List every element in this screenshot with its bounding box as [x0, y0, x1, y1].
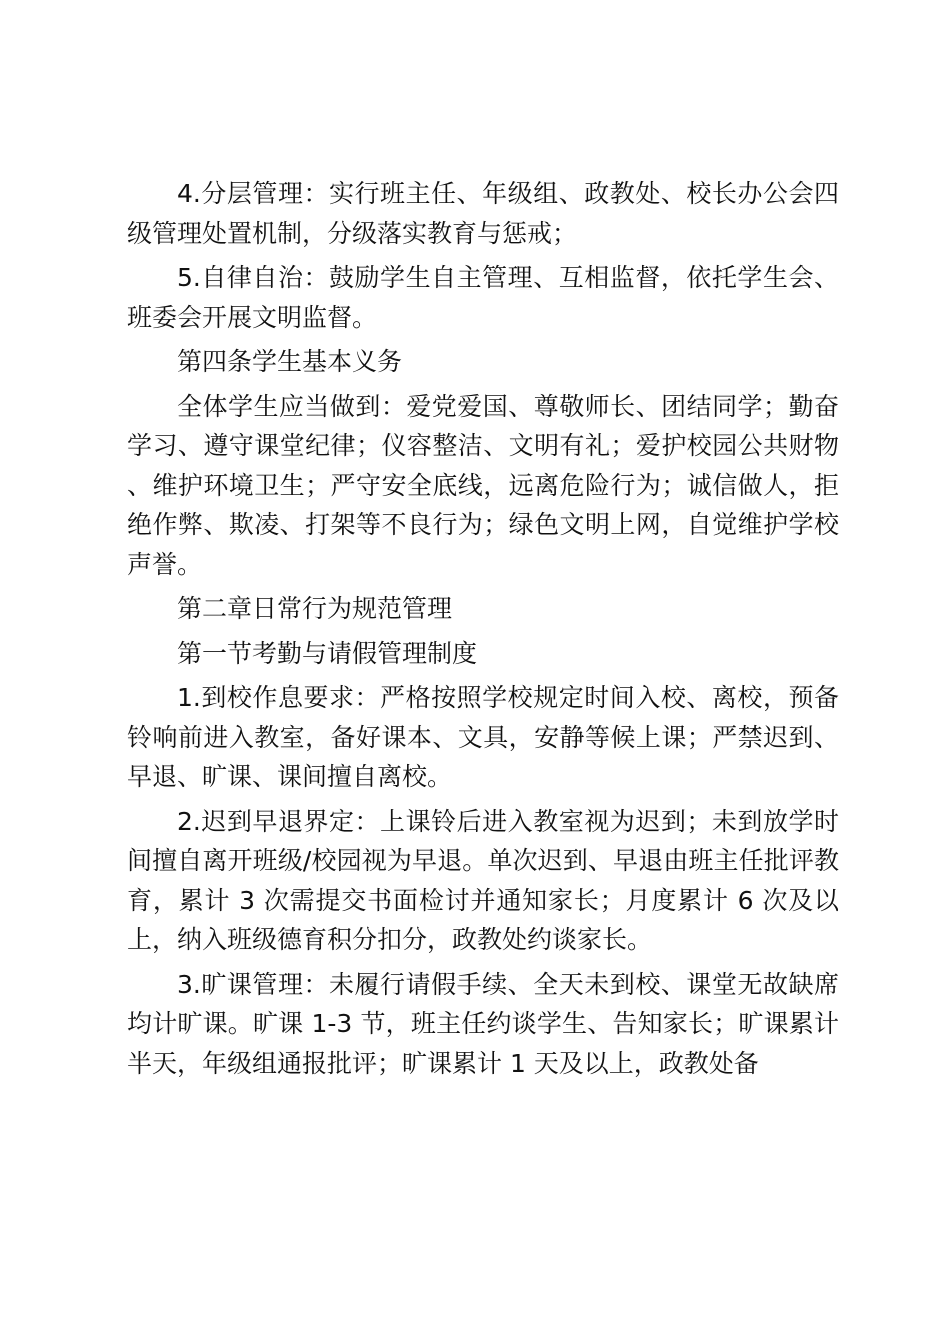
paragraph-self-discipline: 5.自律自治：鼓励学生自主管理、互相监督，依托学生会、班委会开展文明监督。 — [127, 263, 839, 332]
heading-section-one: 第一节考勤与请假管理制度 — [177, 638, 478, 668]
heading-chapter-two: 第二章日常行为规范管理 — [177, 594, 453, 623]
paragraph-late-early-leave: 2.迟到早退界定：上课铃后进入教室视为迟到；未到放学时间擅自离开班级/校园视为早退。单次迟到、早退由班主任批评教育，累计 3 次需提交书面检讨并通知家长；月度累计 6 次及以上，纳入班级德育积分扣分，政教处约谈家长。 — [127, 806, 839, 954]
paragraph-layered-management: 4.分层管理：实行班主任、年级组、政教处、校长办公会四级管理处置机制，分级落实教育与惩戒； — [127, 179, 839, 248]
heading-article-four: 第四条学生基本义务 — [177, 347, 403, 376]
paragraph-truancy: 3.旷课管理：未履行请假手续、全天未到校、课堂无故缺席均计旷课。旷课 1-3 节，班主任约谈学生、告知家长；旷课累计半天，年级组通报批评；旷课累计 1 天及以上，政教处备 — [127, 969, 839, 1078]
paragraph-student-duties: 全体学生应当做到：爱党爱国、尊敬师长、团结同学；勤奋学习、遵守课堂纪律；仪容整洁、文明有礼；爱护校园公共财物、维护环境卫生；严守安全底线，远离危险行为；诚信做人，拒绝作弊、欺凌、打架等不良行为；绿色文明上网，自觉维护学校声誉。 — [127, 391, 839, 579]
paragraph-arrival-schedule: 1.到校作息要求：严格按照学校规定时间入校、离校，预备铃响前进入教室，备好课本、文具，安静等候上课；严禁迟到、早退、旷课、课间擅自离校。 — [127, 683, 839, 791]
document-body — [127, 174, 839, 1088]
